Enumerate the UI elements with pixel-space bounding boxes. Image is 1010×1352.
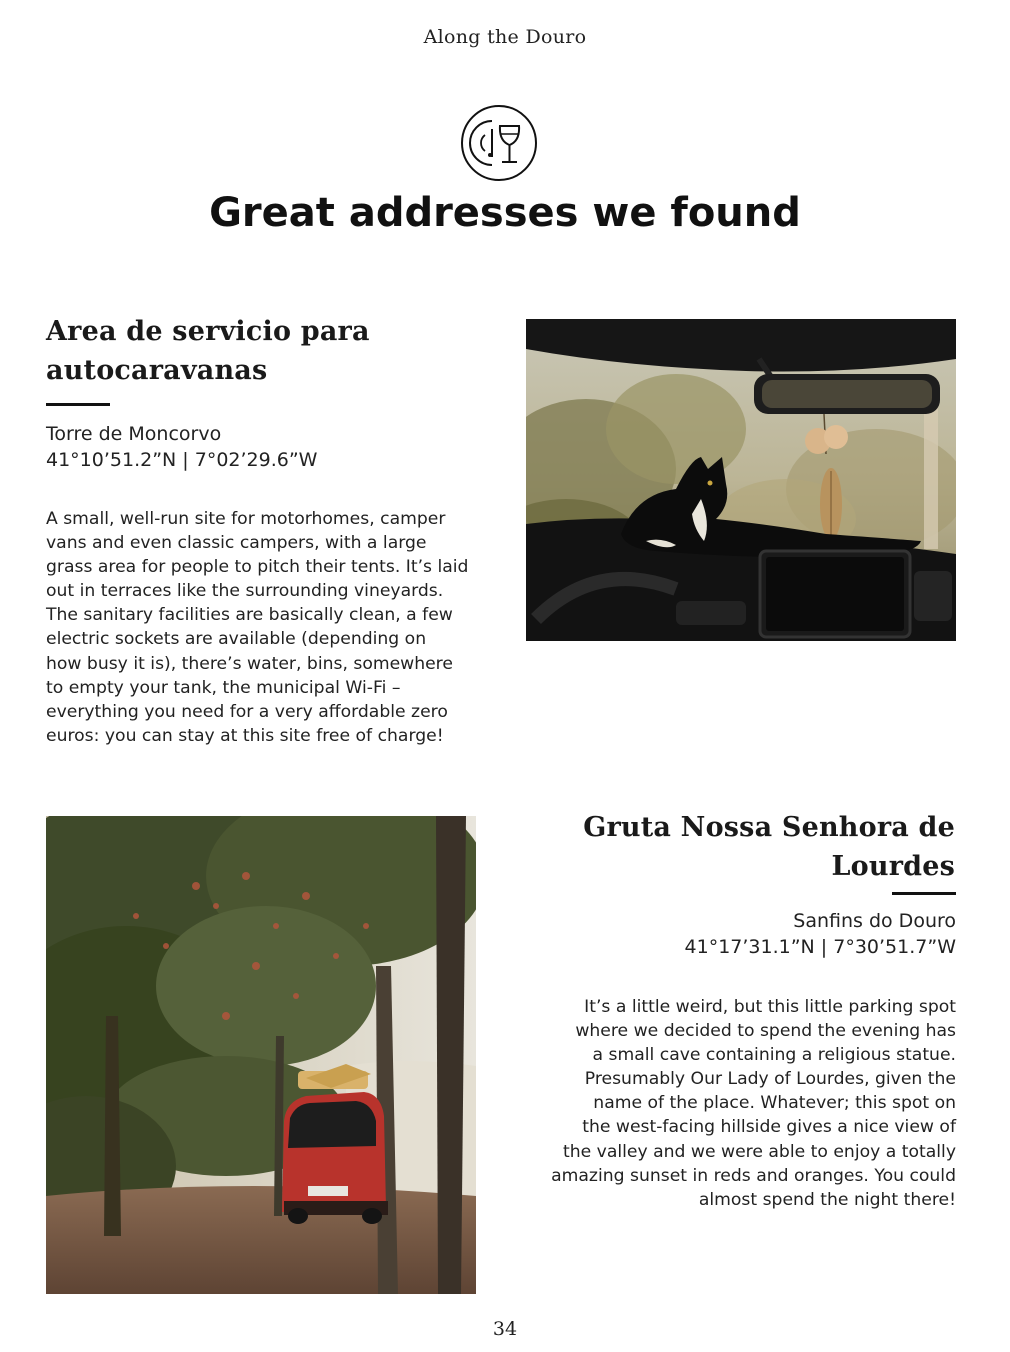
entry-title-line: Area de servicio para xyxy=(46,316,370,347)
title-rule xyxy=(892,892,956,895)
title-rule xyxy=(46,403,110,406)
entry-title-line: autocaravanas xyxy=(46,355,268,386)
text-line: everything you need for a very affordable zero xyxy=(46,701,448,722)
entry-title-line: Gruta Nossa Senhora de xyxy=(583,812,955,843)
text-line: electric sockets are available (depending on xyxy=(46,629,427,650)
text-line: euros: you can stay at this site free of charge! xyxy=(46,725,444,746)
text-line: vans and even classic campers, with a large xyxy=(46,533,427,554)
photo-camper-van-under-trees xyxy=(46,816,476,1294)
text-line: how busy it is), there’s water, bins, somewhere xyxy=(46,653,453,674)
photo-cat-on-dashboard xyxy=(526,319,956,641)
text-line: to empty your tank, the municipal Wi-Fi – xyxy=(46,677,401,698)
text-line: out in terraces like the surrounding vineyards. xyxy=(46,581,444,602)
running-head: Along the Douro xyxy=(423,26,587,48)
text-line: the west-facing hillside gives a nice view of xyxy=(582,1117,956,1138)
entry-description xyxy=(46,507,486,748)
text-line: grass area for people to pitch their tents. It’s laid xyxy=(46,557,469,578)
text-line: It’s a little weird, but this little parking spot xyxy=(584,997,956,1017)
location-name: Torre de Moncorvo xyxy=(46,423,222,445)
gps-coordinates: 41°10’51.2”N | 7°02’29.6”W xyxy=(46,449,318,471)
text-line: where we decided to spend the evening has xyxy=(575,1021,956,1042)
text-line: the valley and we were able to enjoy a totally xyxy=(563,1141,956,1162)
text-line: almost spend the night there! xyxy=(698,1189,956,1210)
location-name: Sanfins do Douro xyxy=(793,910,956,932)
entry-title xyxy=(515,808,955,886)
wine-glass-icon xyxy=(459,103,539,183)
page-number: 34 xyxy=(492,1318,518,1340)
text-line: The sanitary facilities are basically clean, a few xyxy=(46,605,453,626)
text-line: name of the place. Whatever; this spot on xyxy=(593,1093,956,1114)
entry-title xyxy=(46,312,370,390)
page-title: Great addresses we found xyxy=(209,190,801,236)
text-line: a small cave containing a religious statue. xyxy=(592,1045,956,1066)
entry-description xyxy=(516,995,956,1212)
text-line: amazing sunset in reds and oranges. You could xyxy=(551,1165,956,1186)
entry-title-line: Lourdes xyxy=(831,851,955,882)
text-line: A small, well-run site for motorhomes, camper xyxy=(46,509,446,529)
text-line: Presumably Our Lady of Lourdes, given the xyxy=(584,1069,956,1090)
gps-coordinates: 41°17’31.1”N | 7°30’51.7”W xyxy=(684,936,956,958)
